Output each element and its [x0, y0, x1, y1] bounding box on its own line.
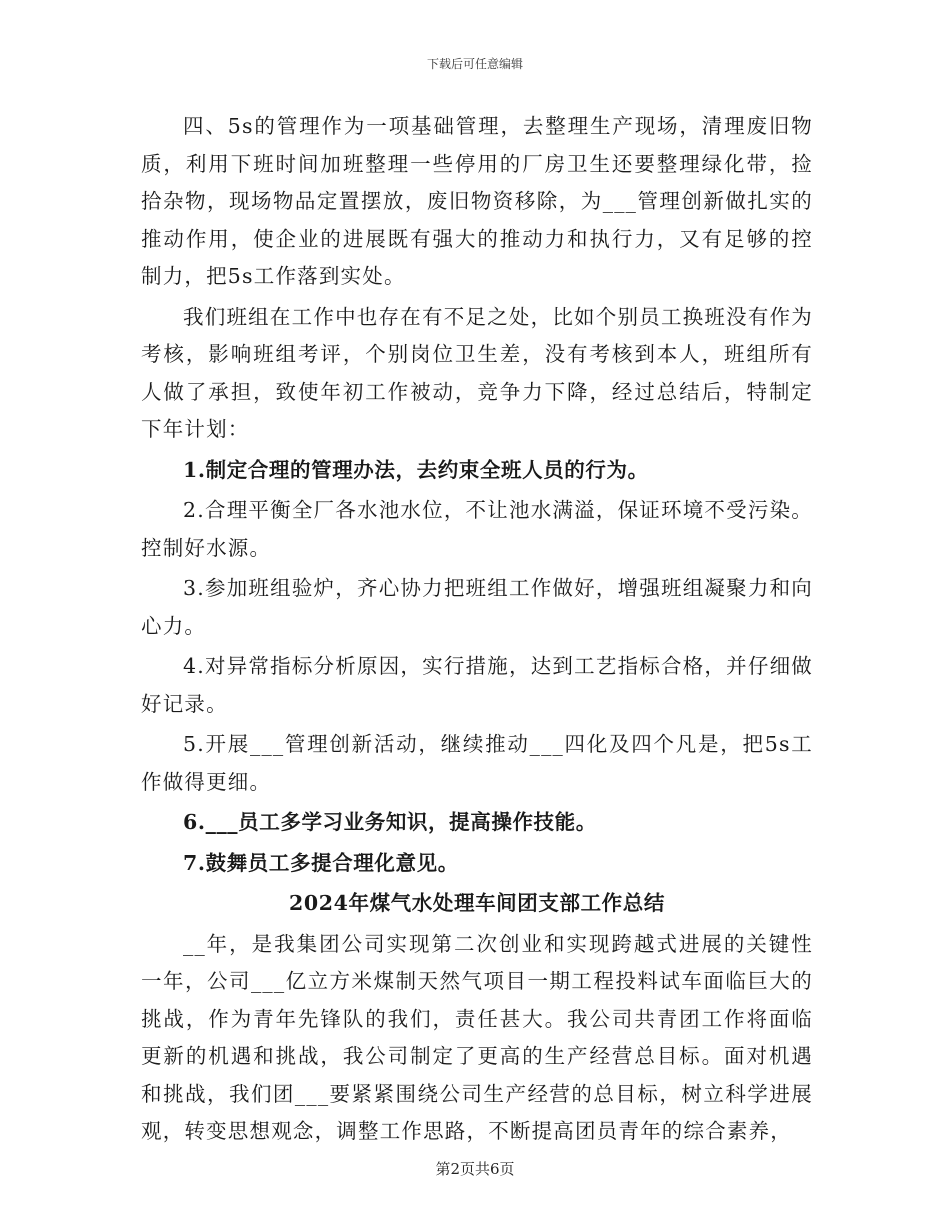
- page-header: 下载后可任意编辑: [426, 57, 523, 71]
- plan-item-1: 1.制定合理的管理办法，去约束全班人员的行为。: [183, 457, 649, 482]
- document-body: [141, 108, 813, 1154]
- plan-item-4: 4.对异常指标分析原因，实行措施，达到工艺指标合格，并仔细做好记录。: [141, 654, 813, 716]
- section-title: 2024年煤气水处理车间团支部工作总结: [289, 891, 665, 915]
- plan-item-3: 3.参加班组验炉，齐心协力把班组工作做好，增强班组凝聚力和向心力。: [141, 576, 813, 638]
- plan-item-6: 6.___员工多学习业务知识，提高操作技能。: [183, 810, 597, 834]
- page-number: 第2页共6页: [435, 1160, 515, 1178]
- paragraph-5s-management: 四、5s的管理作为一项基础管理，去整理生产现场，清理废旧物质，利用下班时间加班整理一些停用的厂房卫生还要整理绿化带，捡拾杂物，现场物品定置摆放，废旧物资移除，为___管理创新做扎实的推动作用，使企业的进展既有强大的推动力和执行力，又有足够的控制力，把5s工作落到实处。: [141, 114, 813, 288]
- plan-item-5: 5.开展___管理创新活动，继续推动___四化及四个凡是，把5s工作做得更细。: [141, 732, 813, 794]
- paragraph-team-shortcomings: 我们班组在工作中也存在有不足之处，比如个别员工换班没有作为考核，影响班组考评，个别岗位卫生差，没有考核到本人，班组所有人做了承担，致使年初工作被动，竞争力下降，经过总结后，特制定下年计划：: [141, 304, 813, 441]
- plan-item-7: 7.鼓舞员工多提合理化意见。: [183, 850, 459, 875]
- paragraph-league-summary: __年，是我集团公司实现第二次创业和实现跨越式进展的关键性一年，公司___亿立方米煤制天然气项目一期工程投料试车面临巨大的挑战，作为青年先锋队的我们，责任甚大。我公司共青团工作将面临更新的机遇和挑战，我公司制定了更高的生产经营总目标。面对机遇和挑战，我们团___要紧紧围绕公司生产经营的总目标，树立科学进展观，转变思想观念，调整工作思路，不断提高团员青年的综合素养，: [141, 931, 813, 1143]
- plan-item-2: 2.合理平衡全厂各水池水位，不让池水满溢，保证环境不受污染。控制好水源。: [141, 498, 813, 560]
